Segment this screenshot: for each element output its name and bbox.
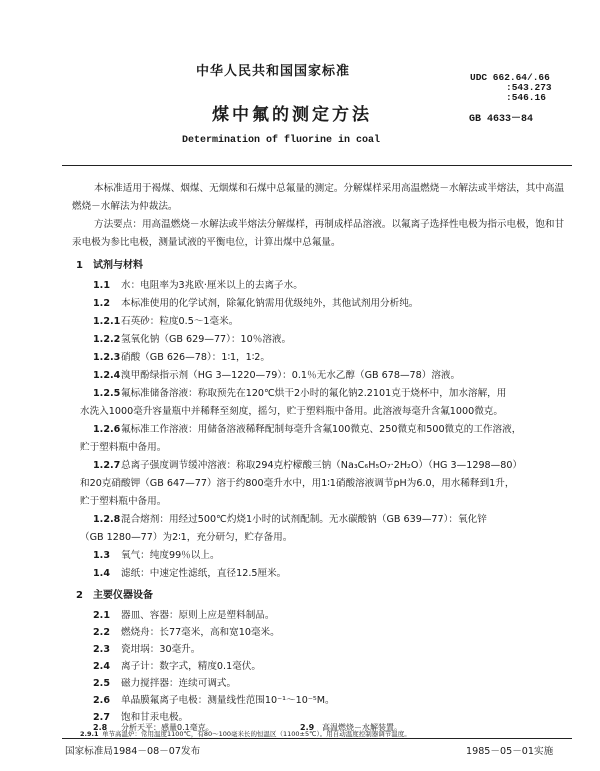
clause-1-2-7 <box>93 460 522 472</box>
issuing-body: 中华人民共和国国家标准 <box>196 64 351 79</box>
clause-2-6 <box>93 695 335 707</box>
clause-text: 氟标准工作溶液：用储备溶液稀释配制每毫升含氟100微克、250微克和500微克的工作溶液， <box>121 424 522 435</box>
clause-text: 高温燃烧－水解装置。 <box>322 723 402 732</box>
clause-1-2-2 <box>93 334 291 346</box>
clause-1-4 <box>93 568 286 580</box>
intro-paragraph-method: 方法要点：用高温燃烧－水解法或半熔法分解煤样，再制成样品溶液。以氟离子选择性电极为指示电极，饱和甘汞电极为参比电极，测量试液的平衡电位，计算出煤中总氟量。 <box>72 219 565 248</box>
clause-1-2-7-continued-2: 贮于塑料瓶中备用。 <box>80 496 167 507</box>
udc-code <box>470 73 552 103</box>
clause-number: 2.4 <box>93 661 110 672</box>
clause-text: 总离子强度调节缓冲溶液：称取294克柠檬酸三钠（Na₃C₆H₅O₇·2H₂O）（HG 3—1298—80） <box>121 460 523 471</box>
clause-text: 混合熔剂：用经过500℃灼烧1小时的试剂配制。无水碳酸钠（GB 639—77）：氧化锌 <box>121 514 487 525</box>
clause-1-2-8 <box>93 514 487 526</box>
clause-text: 本标准使用的化学试剂，除氟化钠需用优级纯外，其他试剂用分析纯。 <box>121 298 419 309</box>
clause-text: 硝酸（GB 626—78）：1∶1，1∶2。 <box>121 352 270 363</box>
clause-2-9-1-continued: 器调节温度。 <box>371 730 411 738</box>
clause-2-4 <box>93 661 261 673</box>
clause-1-2-3 <box>93 352 270 364</box>
clause-number: 1.2.6 <box>93 424 121 435</box>
clause-number: 2.9.1 <box>80 730 99 738</box>
clause-1-2-4 <box>93 370 460 382</box>
clause-number: 1.2.7 <box>93 460 121 471</box>
udc-line-2: :543.273 <box>506 82 552 93</box>
clause-2-2 <box>93 627 280 639</box>
clause-text: 器皿、容器：原则上应是塑料制品。 <box>121 610 275 621</box>
clause-text: 单晶膜氟离子电极：测量线性范围10⁻¹～10⁻⁵M。 <box>121 695 335 706</box>
clause-text: 离子计：数字式，精度0.1毫伏。 <box>121 661 261 672</box>
section-1-heading: 1 试剂与材料 <box>76 260 143 271</box>
clause-1-2 <box>93 298 418 310</box>
top-divider <box>62 165 572 166</box>
clause-number: 2.1 <box>93 610 110 621</box>
clause-text: 饱和甘汞电极。 <box>121 712 189 723</box>
clause-text: 水：电阻率为3兆欧·厘米以上的去离子水。 <box>121 280 303 291</box>
clause-text: 燃烧舟：长77毫米，高和宽10毫米。 <box>121 627 280 638</box>
clause-number: 1.2.5 <box>93 388 121 399</box>
issue-date: 国家标准局1984－08－07发布 <box>65 746 201 757</box>
clause-1-2-7-continued: 和20克硝酸钾（GB 647—77）溶于约800毫升水中，用1∶1硝酸溶液调节pH为6.0，用水稀释到1升， <box>80 478 515 489</box>
udc-line-1: UDC 662.64/.66 <box>470 72 550 83</box>
clause-1-2-6 <box>93 424 521 436</box>
clause-number: 1.2 <box>93 298 110 309</box>
document-title-english: Determination of fluorine in coal <box>182 135 381 146</box>
intro-paragraph-scope: 本标准适用于褐煤、烟煤、无烟煤和石煤中总氟量的测定。分解煤样采用高温燃烧－水解法或半熔法，其中高温燃烧－水解法为仲裁法。 <box>72 183 565 212</box>
clause-text: 分析天平：感量0.1毫克。 <box>121 723 214 732</box>
clause-text: 瓷坩埚：30毫升。 <box>121 644 201 655</box>
clause-text: 氧气：纯度99％以上。 <box>121 550 220 561</box>
clause-2-9-1 <box>80 731 411 738</box>
clause-number: 2.2 <box>93 627 110 638</box>
clause-number: 1.2.1 <box>93 316 121 327</box>
effective-date: 1985－05－01实施 <box>466 746 554 757</box>
clause-2-1 <box>93 610 275 622</box>
clause-number: 1.2.8 <box>93 514 121 525</box>
clause-number: 2.8 <box>93 723 108 732</box>
clause-text: 滤纸：中速定性滤纸，直径12.5厘米。 <box>121 568 287 579</box>
clause-text: 磁力搅拌器：连续可调式。 <box>121 678 237 689</box>
clause-number: 1.3 <box>93 550 110 561</box>
clause-number: 1.2.4 <box>93 370 121 381</box>
clause-number: 2.5 <box>93 678 110 689</box>
clause-text: 石英砂：粒度0.5～1毫米。 <box>121 316 239 327</box>
clause-1-3 <box>93 550 220 562</box>
clause-1-2-8-continued: （GB 1280—77）为2∶1，充分研匀，贮存备用。 <box>80 532 293 543</box>
clause-number: 1.4 <box>93 568 110 579</box>
clause-text: 单节高温炉：常用温度1100℃，有80～100毫米长的恒温区（1100±5℃）。用自动温度控制 <box>102 730 372 738</box>
clause-text: 溴甲酚绿指示剂（HG 3—1220—79）：0.1％无水乙醇（GB 678—78）溶液。 <box>121 370 461 381</box>
clause-number: 2.6 <box>93 695 110 706</box>
clause-text: 氟标准储备溶液：称取预先在120℃烘干2小时的氟化钠2.2101克于烧杯中，加水溶解，用 <box>121 388 507 399</box>
document-title: 煤中氟的测定方法 <box>212 105 372 125</box>
clause-text: 氢氧化钠（GB 629—77）：10％溶液。 <box>121 334 292 345</box>
clause-number: 1.2.2 <box>93 334 121 345</box>
clause-number: 1.1 <box>93 280 110 291</box>
clause-number: 2.3 <box>93 644 110 655</box>
clause-1-2-1 <box>93 316 238 328</box>
footer-divider <box>62 738 572 739</box>
section-2-heading: 2 主要仪器设备 <box>76 590 153 601</box>
udc-line-3: :546.16 <box>506 92 546 103</box>
clause-number: 2.7 <box>93 712 110 723</box>
clause-1-2-5-continued: 水洗入1000毫升容量瓶中并稀释至刻度，摇匀，贮于塑料瓶中备用。此溶液每毫升含氟1000微克。 <box>80 406 503 417</box>
standard-number: GB 4633－84 <box>469 114 534 125</box>
clause-1-2-5 <box>93 388 506 400</box>
clause-2-5 <box>93 678 236 690</box>
clause-number: 2.9 <box>300 723 315 732</box>
clause-1-2-6-continued: 贮于塑料瓶中备用。 <box>80 442 167 453</box>
clause-1-1 <box>93 280 303 292</box>
clause-2-3 <box>93 644 200 656</box>
clause-number: 1.2.3 <box>93 352 121 363</box>
